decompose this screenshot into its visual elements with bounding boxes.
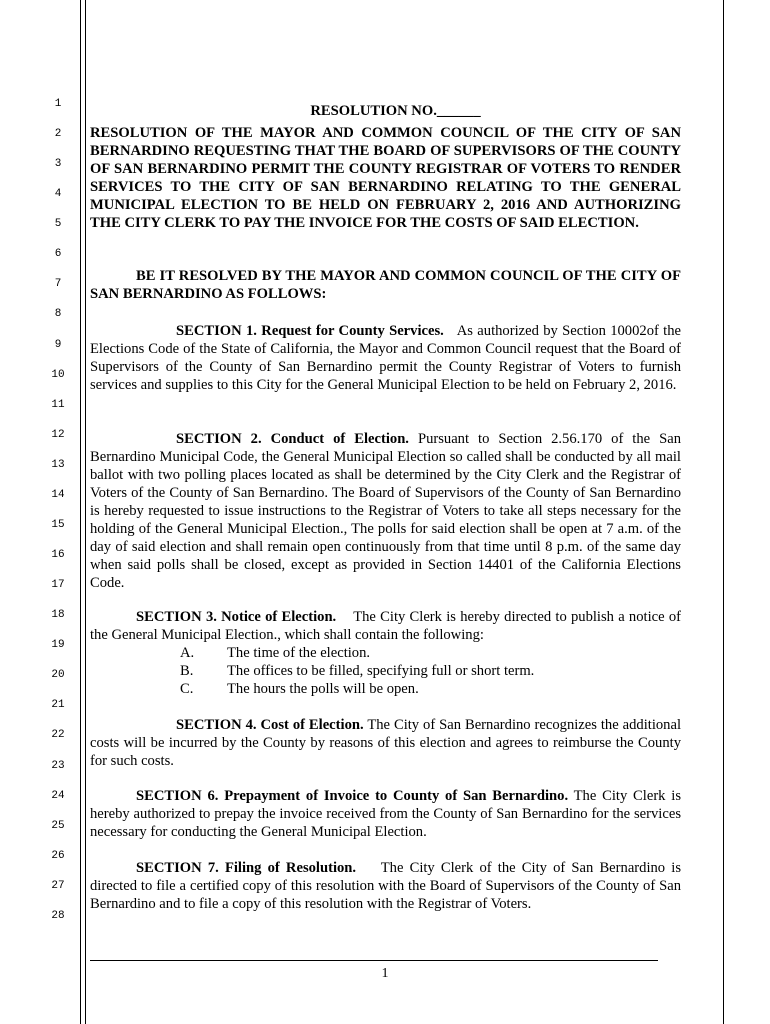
line-number: 12 [51, 429, 65, 441]
section-3-body: The City Clerk is hereby directed to publish a notice of the General Municipal Election., which shall contain the following: [90, 609, 681, 643]
page-number: 1 [381, 966, 389, 981]
line-number: 16 [51, 549, 65, 561]
section-6-body: The City Clerk is hereby authorized to prepay the invoice received from the County of San Bernardino for the services necessary for conducting the General Municipal Election. [90, 788, 681, 840]
line-number: 23 [51, 760, 65, 772]
line-number: 13 [51, 459, 65, 471]
notice-item-text: The hours the polls will be open. [227, 681, 419, 697]
notice-item-text: The offices to be filled, specifying full or short term. [227, 663, 535, 679]
section-2 [90, 430, 681, 592]
notice-item-text: The time of the election. [227, 645, 371, 661]
line-number: 7 [54, 278, 62, 290]
section-1 [90, 322, 681, 394]
left-margin-rule-outer [80, 0, 81, 1024]
notice-item-label: C. [180, 681, 194, 697]
line-number: 15 [51, 519, 65, 531]
section-2-body: Pursuant to Section 2.56.170 of the San Bernardino Municipal Code, the General Municipal Election so called shall be conducted by all mail ballot with two polling places located as shall be determined by the City Clerk and the Registrar of Voters of the County of San Bernardino. The Board of Supervisors of the County of San Bernardino is hereby requested to issue instructions to the Registrar of Voters to take all steps necessary for the holding of the General Municipal Election., The polls for said election shall be open at 7 a.m. of the day of said election and shall remain open continuously from that time until 8 p.m. of the same day when said polls shall be closed, except as provided in Section 14401 of the California Elections Code. [90, 431, 681, 591]
line-number: 24 [51, 790, 65, 802]
resolution-title: RESOLUTION NO.______ [310, 103, 481, 119]
section-7 [90, 859, 681, 913]
line-number: 5 [54, 218, 62, 230]
line-number: 6 [54, 248, 62, 260]
section-2-heading: SECTION 2. Conduct of Election. [176, 431, 409, 447]
line-number: 17 [51, 579, 65, 591]
notice-item-label: B. [180, 663, 194, 679]
line-number: 18 [51, 609, 65, 621]
line-number: 26 [51, 850, 65, 862]
section-4 [90, 716, 681, 770]
line-number: 8 [54, 308, 62, 320]
line-number: 10 [51, 369, 65, 381]
line-number: 22 [51, 729, 65, 741]
line-number: 2 [54, 128, 62, 140]
section-6-heading: SECTION 6. Prepayment of Invoice to County of San Bernardino. [136, 788, 569, 804]
line-number: 11 [51, 399, 65, 411]
section-3 [90, 608, 681, 644]
line-number: 3 [54, 158, 62, 170]
section-6 [90, 787, 681, 841]
section-3-heading: SECTION 3. Notice of Election. [136, 609, 337, 625]
line-number: 4 [54, 188, 62, 200]
line-number: 20 [51, 669, 65, 681]
resolution-heading: RESOLUTION OF THE MAYOR AND COMMON COUNCIL OF THE CITY OF SAN BERNARDINO REQUESTING THAT THE BOARD OF SUPERVISORS OF THE COUNTY OF SAN BERNARDINO PERMIT THE COUNTY REGISTRAR OF VOTERS TO RENDER SERVICES TO THE CITY OF SAN BERNARDINO RELATING TO THE GENERAL MUNICIPAL ELECTION TO BE HELD ON FEBRUARY 2, 2016 AND AUTHORIZING THE CITY CLERK TO PAY THE INVOICE FOR THE COSTS OF SAID ELECTION. [90, 125, 681, 231]
section-1-body: As authorized by Section 10002of the Elections Code of the State of California, the Mayor and Common Council request that the Board of Supervisors of the County of San Bernardino permit the County Registrar of Voters to furnish services and supplies to this City for the General Municipal Election to be held on February 2, 2016. [90, 323, 682, 393]
section-7-body: The City Clerk of the City of San Bernardino is directed to file a certified copy of this resolution with the Board of Supervisors of the County of San Bernardino and to file a copy of this resolution with the Registrar of Voters. [90, 860, 681, 912]
section-1-heading: SECTION 1. Request for County Services. [176, 323, 444, 339]
line-number: 21 [51, 699, 65, 711]
section-7-heading: SECTION 7. Filing of Resolution. [136, 860, 357, 876]
right-margin-rule [723, 0, 724, 1024]
line-number: 25 [51, 820, 65, 832]
preamble: BE IT RESOLVED BY THE MAYOR AND COMMON COUNCIL OF THE CITY OF SAN BERNARDINO AS FOLLOWS: [90, 268, 681, 302]
left-margin-rule-inner [85, 0, 86, 1024]
section-4-heading: SECTION 4. Cost of Election. [176, 717, 364, 733]
line-number: 9 [54, 339, 62, 351]
notice-item-label: A. [180, 645, 195, 661]
line-number: 1 [54, 98, 62, 110]
section-4-body: The City of San Bernardino recognizes the additional costs will be incurred by the County by reasons of this election and agrees to reimburse the County for such costs. [90, 717, 682, 769]
footer-rule [90, 960, 658, 961]
line-number: 14 [51, 489, 65, 501]
line-number: 28 [51, 910, 65, 922]
line-number: 19 [51, 639, 65, 651]
line-number: 27 [51, 880, 65, 892]
